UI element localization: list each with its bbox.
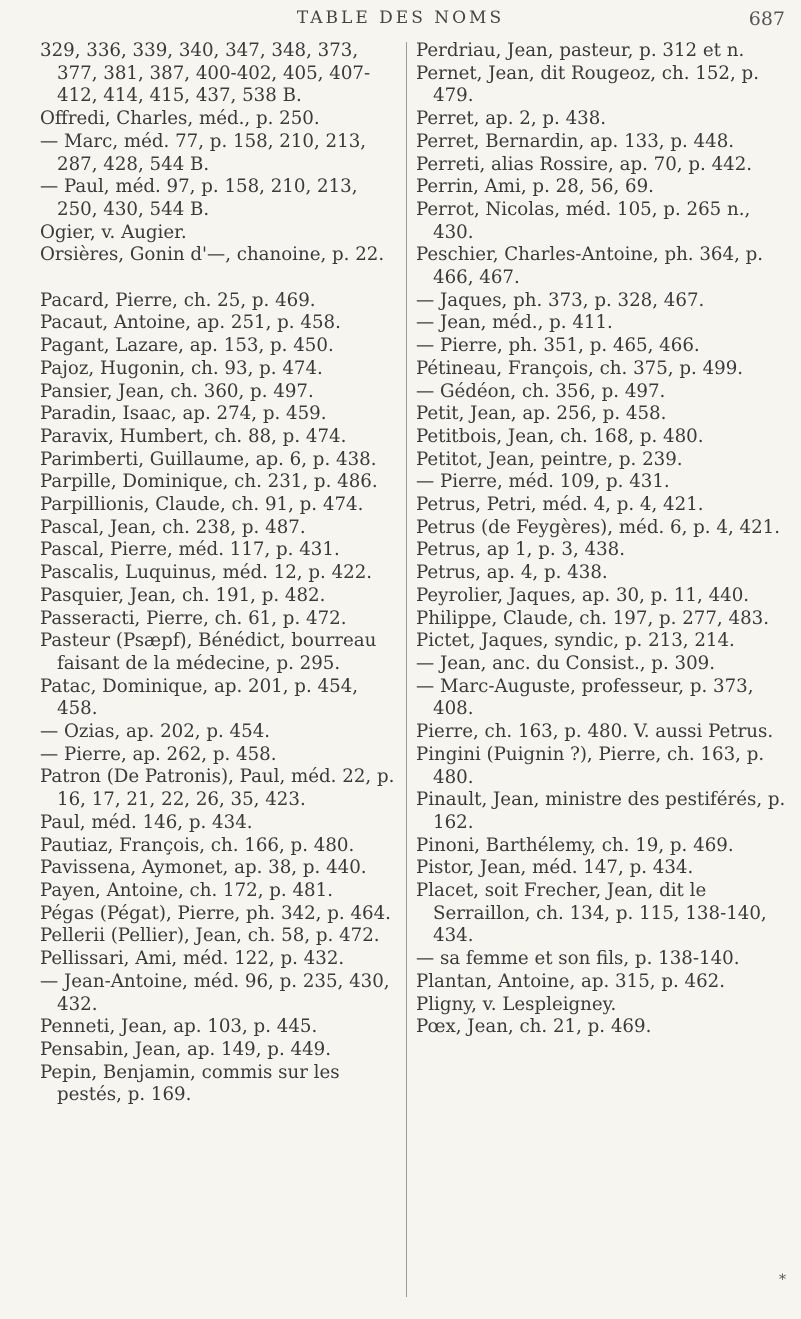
index-entry: Petrus (de Feygères), méd. 6, p. 4, 421. <box>416 516 780 538</box>
index-entry: Pasquier, Jean, ch. 191, p. 482. <box>40 584 326 606</box>
index-entry: — Marc-Auguste, professeur, p. 373, 408. <box>416 675 754 720</box>
index-entry: — Pierre, ap. 262, p. 458. <box>40 743 277 765</box>
index-entry: — Gédéon, ch. 356, p. 497. <box>416 380 666 402</box>
index-entry: Orsières, Gonin d'—, chanoine, p. 22. <box>40 244 385 266</box>
index-entry: — Marc, méd. 77, p. 158, 210, 213, 287, 428, 544 B. <box>40 130 367 175</box>
index-entry: Pellerii (Pellier), Jean, ch. 58, p. 472. <box>40 925 380 947</box>
index-entry: Pavissena, Aymonet, ap. 38, p. 440. <box>40 857 367 879</box>
index-entry: Pacaut, Antoine, ap. 251, p. 458. <box>40 312 341 334</box>
index-entry: Pacard, Pierre, ch. 25, p. 469. <box>40 289 316 311</box>
index-entry: Parpillionis, Claude, ch. 91, p. 474. <box>40 494 364 516</box>
index-entry: Perdriau, Jean, pasteur, p. 312 et n. <box>416 40 745 61</box>
index-entry: Pingini (Puignin ?), Pierre, ch. 163, p. 480. <box>416 743 765 788</box>
index-entry: Pernet, Jean, dit Rougeoz, ch. 152, p. 479. <box>416 62 759 107</box>
index-entry: — Jean-Antoine, méd. 96, p. 235, 430, 432. <box>40 970 390 1015</box>
column-divider <box>406 42 407 1297</box>
index-entry: Petitbois, Jean, ch. 168, p. 480. <box>416 425 704 447</box>
index-entry: Parimberti, Guillaume, ap. 6, p. 438. <box>40 448 377 470</box>
index-entry: Pascalis, Luquinus, méd. 12, p. 422. <box>40 562 373 584</box>
index-entry: Penneti, Jean, ap. 103, p. 445. <box>40 1016 318 1038</box>
index-entry: Pansier, Jean, ch. 360, p. 497. <box>40 380 314 402</box>
index-entry: — Jaques, ph. 373, p. 328, 467. <box>416 289 705 311</box>
index-entry: Pellissari, Ami, méd. 122, p. 432. <box>40 948 345 970</box>
section-gap <box>40 267 400 290</box>
index-entry: Petrus, ap. 4, p. 438. <box>416 562 608 584</box>
index-entry: — Pierre, ph. 351, p. 465, 466. <box>416 335 700 357</box>
index-entry: — Jean, anc. du Consist., p. 309. <box>416 652 716 674</box>
index-entry: Pajoz, Hugonin, ch. 93, p. 474. <box>40 357 323 379</box>
index-entry: Pétineau, François, ch. 375, p. 499. <box>416 357 744 379</box>
index-entry: Perret, Bernardin, ap. 133, p. 448. <box>416 130 735 152</box>
index-entry: Pégas (Pégat), Pierre, ph. 342, p. 464. <box>40 902 391 924</box>
index-entry: Plantan, Antoine, ap. 315, p. 462. <box>416 970 726 992</box>
index-entry: Offredi, Charles, méd., p. 250. <box>40 108 320 130</box>
index-entry: — Paul, méd. 97, p. 158, 210, 213, 250, 430, 544 B. <box>40 176 358 220</box>
index-entry: Pepin, Benjamin, commis sur les pestés, p. 169. <box>40 1061 340 1106</box>
index-entry: Pœx, Jean, ch. 21, p. 469. <box>416 1016 652 1038</box>
index-entry: Philippe, Claude, ch. 197, p. 277, 483. <box>416 607 769 629</box>
index-entry: Pascal, Jean, ch. 238, p. 487. <box>40 516 306 538</box>
index-entry: Pautiaz, François, ch. 166, p. 480. <box>40 834 355 856</box>
index-entry: Pistor, Jean, méd. 147, p. 434. <box>416 857 694 879</box>
index-entry: Petrus, Petri, méd. 4, p. 4, 421. <box>416 494 704 516</box>
right-column <box>416 40 786 1039</box>
index-entry: Perreti, alias Rossire, ap. 70, p. 442. <box>416 153 753 175</box>
index-entry: Parpille, Dominique, ch. 231, p. 486. <box>40 471 378 493</box>
index-entry: Paravix, Humbert, ch. 88, p. 474. <box>40 425 347 447</box>
index-entry: Pierre, ch. 163, p. 480. V. aussi Petrus. <box>416 721 774 743</box>
index-entry: Pinoni, Barthélemy, ch. 19, p. 469. <box>416 834 734 856</box>
index-entry: Patac, Dominique, ap. 201, p. 454, 458. <box>40 675 358 720</box>
index-entry: Peschier, Charles-Antoine, ph. 364, p. 466, 467. <box>416 244 764 289</box>
left-column <box>40 40 400 1107</box>
index-entry: — Jean, méd., p. 411. <box>416 312 613 334</box>
index-entry: Perret, ap. 2, p. 438. <box>416 108 607 130</box>
index-entry: Payen, Antoine, ch. 172, p. 481. <box>40 880 333 901</box>
index-entry: Pasteur (Psæpf), Bénédict, bourreau faisant de la médecine, p. 295. <box>40 630 377 674</box>
index-entry: Peyrolier, Jaques, ap. 30, p. 11, 440. <box>416 584 750 606</box>
index-entry: Petit, Jean, ap. 256, p. 458. <box>416 403 667 425</box>
index-entry: Paul, méd. 146, p. 434. <box>40 811 253 833</box>
index-entry: Pictet, Jaques, syndic, p. 213, 214. <box>416 630 735 652</box>
index-entry: Passeracti, Pierre, ch. 61, p. 472. <box>40 607 347 629</box>
footer-mark: * <box>779 1272 786 1288</box>
index-entry: Pascal, Pierre, méd. 117, p. 431. <box>40 539 340 561</box>
index-entry: Pinault, Jean, ministre des pestiférés, p. 162. <box>416 789 786 833</box>
page-number: 687 <box>748 8 785 30</box>
index-entry: Perrin, Ami, p. 28, 56, 69. <box>416 176 654 198</box>
index-entry: Perrot, Nicolas, méd. 105, p. 265 n., 430. <box>416 198 751 243</box>
index-entry: Pligny, v. Lespleigney. <box>416 993 617 1015</box>
running-title: TABLE DES NOMS <box>296 8 505 28</box>
index-entry: — Ozias, ap. 202, p. 454. <box>40 721 271 743</box>
index-entry: Placet, soit Frecher, Jean, dit le Serraillon, ch. 134, p. 115, 138-140, 434. <box>416 880 767 947</box>
index-entry: — sa femme et son fils, p. 138-140. <box>416 948 740 970</box>
index-entry: Pagant, Lazare, ap. 153, p. 450. <box>40 335 334 357</box>
index-entry: Petitot, Jean, peintre, p. 239. <box>416 448 683 470</box>
index-entry: Patron (De Patronis), Paul, méd. 22, p. 16, 17, 21, 22, 26, 35, 423. <box>40 766 395 811</box>
index-entry: Ogier, v. Augier. <box>40 221 187 243</box>
index-entry: Pensabin, Jean, ap. 149, p. 449. <box>40 1038 332 1060</box>
index-entry: — Pierre, méd. 109, p. 431. <box>416 471 670 493</box>
index-entry: 329, 336, 339, 340, 347, 348, 373, 377, 381, 387, 400-402, 405, 407-412, 414, 415, 437, 538 B. <box>40 40 371 107</box>
index-entry: Petrus, ap 1, p. 3, 438. <box>416 539 626 561</box>
index-entry: Paradin, Isaac, ap. 274, p. 459. <box>40 403 327 425</box>
page-header <box>0 8 801 40</box>
